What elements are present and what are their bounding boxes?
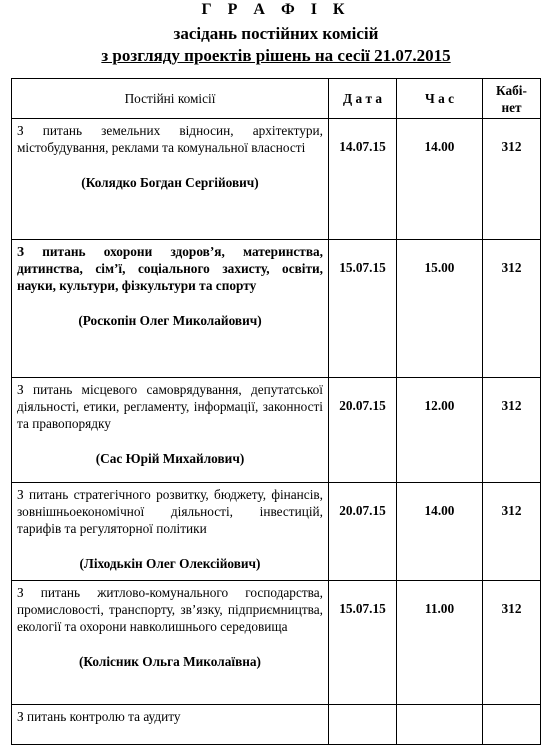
column-header-commission: Постійні комісії (12, 79, 329, 119)
date-cell: 20.07.15 (329, 483, 397, 581)
commission-description: З питань місцевого самоврядування, депутатської діяльності, етики, регламенту, інформації, законності та правопорядку (17, 382, 323, 431)
column-header-date: Д а т а (329, 79, 397, 119)
time-cell: 11.00 (397, 581, 483, 705)
commission-cell (12, 581, 329, 705)
time-cell: 14.00 (397, 483, 483, 581)
cabinet-cell: 312 (483, 119, 541, 240)
table-row (12, 483, 541, 581)
cabinet-cell: 312 (483, 240, 541, 378)
commission-cell (12, 240, 329, 378)
document-subtitle: засідань постійних комісій (173, 24, 379, 43)
commission-cell (12, 378, 329, 483)
column-header-time: Ч а с (397, 79, 483, 119)
commission-chair: (Колядко Богдан Сергійович) (81, 175, 259, 190)
time-cell: 12.00 (397, 378, 483, 483)
date-cell: 20.07.15 (329, 378, 397, 483)
date-cell: 14.07.15 (329, 119, 397, 240)
cabinet-cell: 312 (483, 378, 541, 483)
schedule-table (11, 78, 541, 745)
column-header-cabinet (483, 79, 541, 119)
date-cell: 15.07.15 (329, 240, 397, 378)
commission-description: З питань стратегічного розвитку, бюджету, фінансів, зовнішньоекономічної діяльності, інвестицій, тарифів та регуляторної політики (17, 487, 323, 536)
commission-chair: (Ліходькін Олег Олексійович) (79, 556, 261, 571)
table-row (12, 378, 541, 483)
table-row (12, 581, 541, 705)
time-cell: 14.00 (397, 119, 483, 240)
commission-cell (12, 119, 329, 240)
commission-cell (12, 483, 329, 581)
cabinet-header-line2: нет (501, 99, 522, 115)
date-cell (329, 705, 397, 745)
table-row (12, 119, 541, 240)
date-cell: 15.07.15 (329, 581, 397, 705)
commission-description: З питань житлово-комунального господарства, промисловості, транспорту, зв’язку, підприємництва, екології та охорони навколишнього середовища (17, 585, 323, 634)
table-row (12, 705, 541, 745)
time-cell (397, 705, 483, 745)
session-text: з розгляду проектів рішень на сесії 21.07.2015 (101, 46, 451, 65)
commission-chair: (Сас Юрій Михайлович) (95, 451, 245, 466)
cabinet-header-line1: Кабі- (496, 82, 527, 98)
cabinet-cell (483, 705, 541, 745)
time-cell: 15.00 (397, 240, 483, 378)
commission-cell (12, 705, 329, 745)
document-subtitle-session (0, 46, 552, 66)
cabinet-cell: 312 (483, 581, 541, 705)
commission-description: З питань охорони здоров’я, материнства, дитинства, сім’ї, соціального захисту, освіти, науки, культури, фізкультури та спорту (17, 244, 323, 293)
table-header-row (12, 79, 541, 119)
commission-description: З питань земельних відносин, архітектури, містобудування, реклами та комунальної власності (17, 123, 323, 155)
document-title: Г Р А Ф І К (201, 1, 351, 18)
table-row (12, 240, 541, 378)
commission-chair: (Роскопін Олег Миколайович) (78, 313, 262, 328)
cabinet-cell: 312 (483, 483, 541, 581)
commission-chair: (Колісник Ольга Миколаївна) (79, 654, 261, 669)
commission-description: З питань контролю та аудиту (17, 709, 181, 724)
